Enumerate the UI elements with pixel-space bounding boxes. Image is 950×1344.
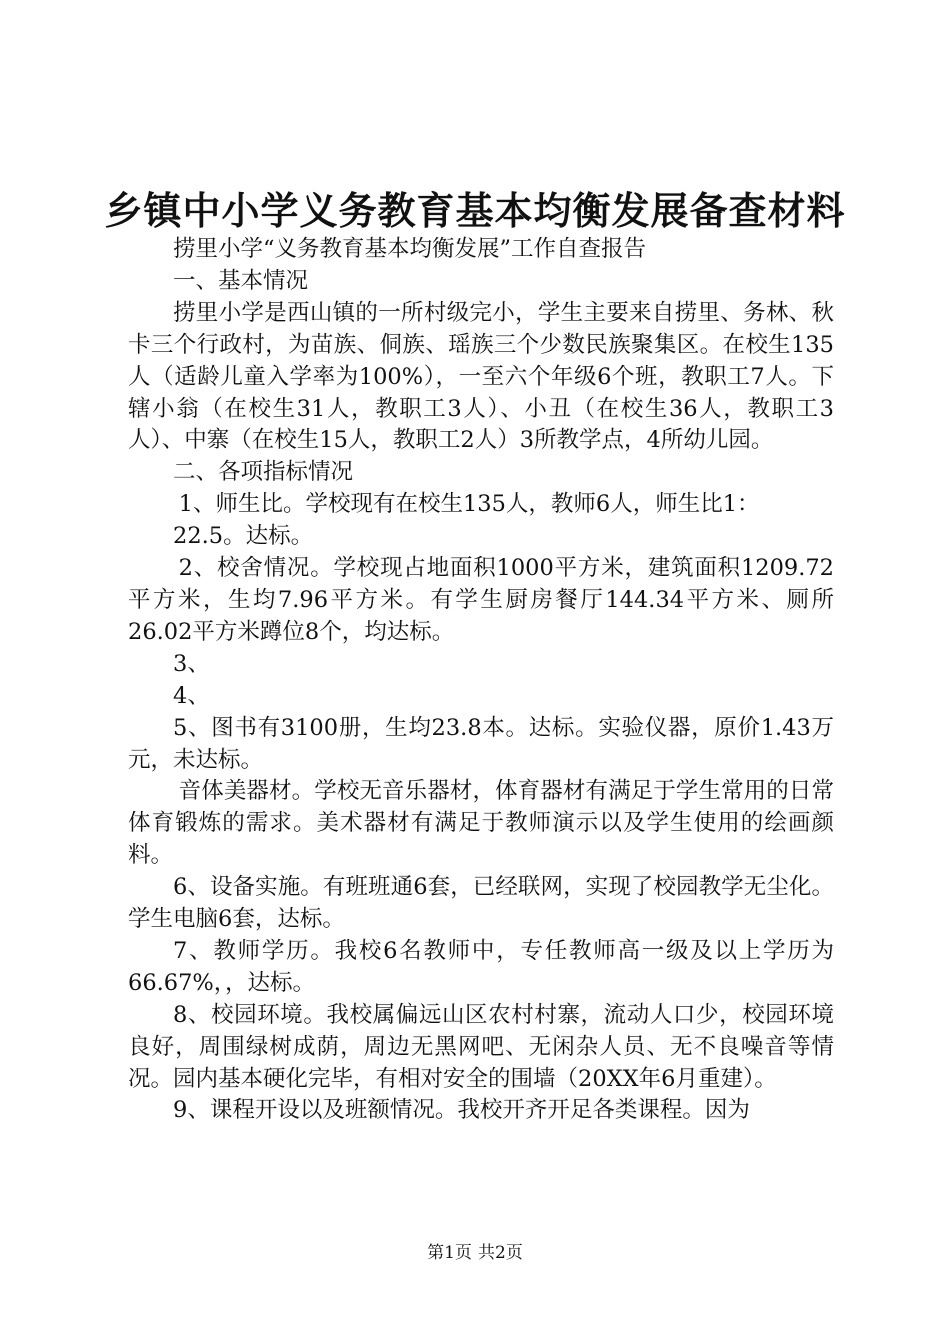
paragraph-teacher-education: 7、教师学历。我校6名教师中，专任教师高一级及以上学历为66.67%，，达标。	[128, 937, 834, 996]
paragraph-arts-equipment: 音体美器材。学校无音乐器材，体育器材有满足于学生常用的日常体育锻炼的需求。美术器材有满足于教师演示以及学生使用的绘画颜料。	[128, 778, 834, 869]
report-subtitle: 捞里小学“义务教育基本均衡发展”工作自查报告	[173, 236, 647, 262]
paragraph-teacher-ratio: 1、师生比。学校现有在校生135人，教师6人，师生比1：	[178, 491, 760, 518]
document-body	[128, 234, 834, 1127]
section-heading-indicators: 二、各项指标情况	[173, 459, 354, 486]
document-title: 乡镇中小学义务教育基本均衡发展备查材料	[104, 188, 846, 233]
paragraph-basic-info: 捞里小学是西山镇的一所村级完小，学生主要来自捞里、务林、秋卡三个行政村，为苗族、侗族、瑶族三个少数民族聚集区。在校生135人（适龄儿童入学率为100%），一至六个年级6个班，教职工7人。下辖小翁（在校生31人，教职工3人）、小丑（在校生36人，教职工3人）、中寨（在校生15人，教职工2人）3所教学点，4所幼儿园。	[128, 299, 834, 454]
page-footer	[0, 1241, 950, 1265]
paragraph-curriculum: 9、课程开设以及班额情况。我校开齐开足各类课程。因为	[173, 1097, 750, 1124]
paragraph-item-3: 3、	[173, 650, 210, 677]
page-total: 共2页	[478, 1243, 523, 1263]
paragraph-facilities: 6、设备实施。有班班通6套，已经联网，实现了校园教学无尘化。学生电脑6套，达标。	[128, 874, 834, 933]
paragraph-school-buildings: 2、校舍情况。学校现占地面积1000平方米，建筑面积1209.72平方米，生均7.96平方米。有学生厨房餐厅144.34平方米、厕所26.02平方米蹲位8个，均达标。	[128, 555, 834, 645]
paragraph-ratio-value: 22.5。达标。	[173, 523, 314, 550]
paragraph-item-4: 4、	[173, 682, 210, 709]
page-number: 第1页	[427, 1243, 472, 1263]
paragraph-campus-environment: 8、校园环境。我校属偏远山区农村村寨，流动人口少，校园环境良好，周围绿树成荫，周边无黑网吧、无闲杂人员、无不良噪音等情况。园内基本硬化完毕，有相对安全的围墙（20XX年6月重建）。	[128, 1001, 834, 1092]
paragraph-library: 5、图书有3100册，生均23.8本。达标。实验仪器，原价1.43万元，未达标。	[128, 714, 834, 773]
section-heading-basic: 一、基本情况	[173, 267, 309, 294]
